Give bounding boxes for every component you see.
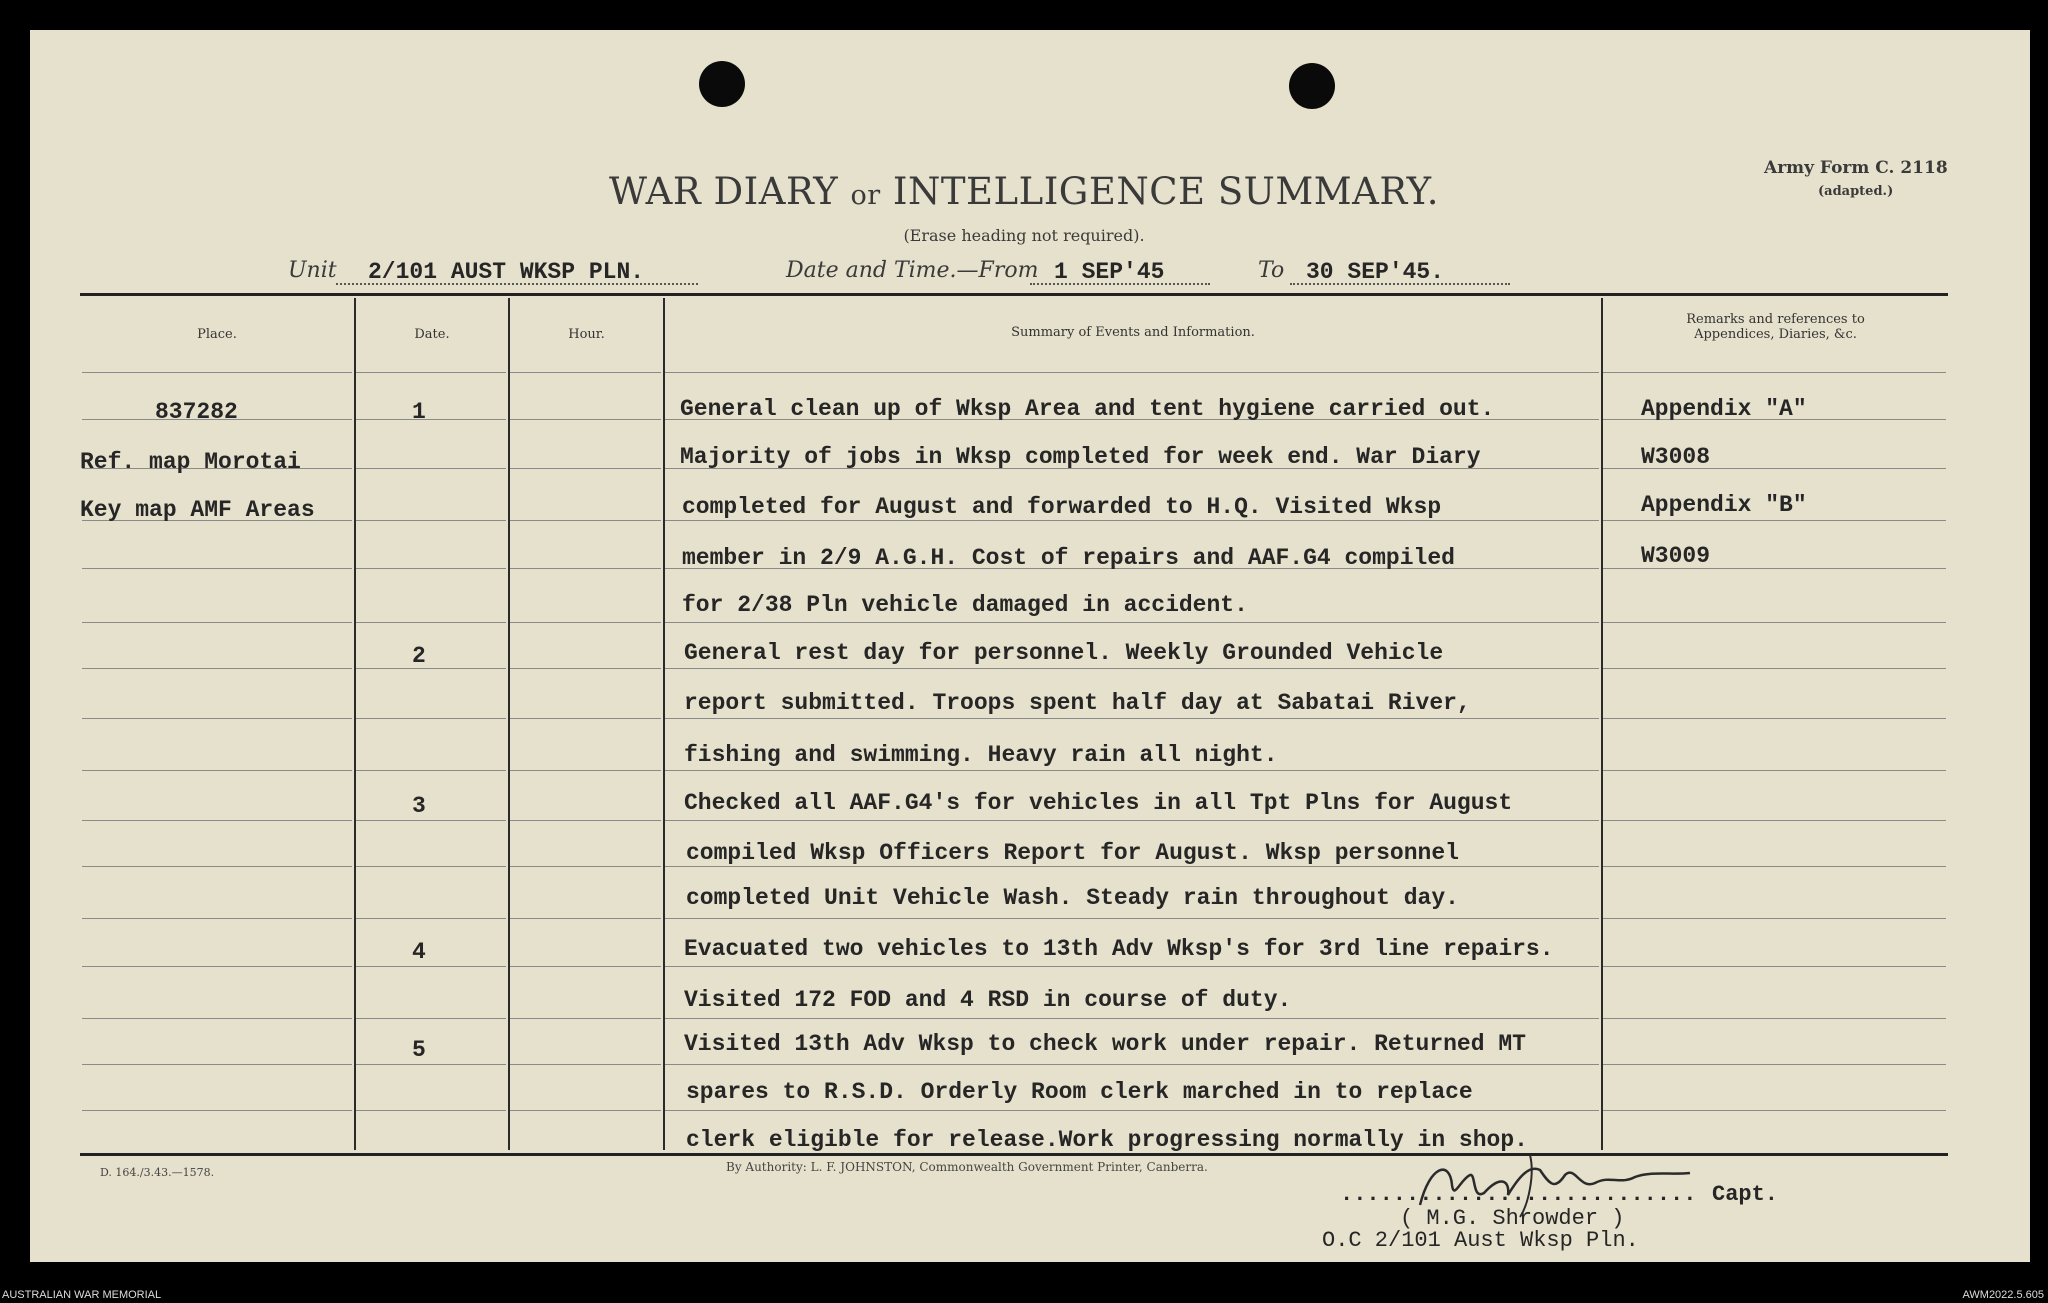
summary-line: Visited 172 FOD and 4 RSD in course of duty. — [684, 987, 1292, 1013]
ruled-line — [1603, 1110, 1946, 1111]
ruled-line — [356, 419, 506, 420]
remarks-entry: W3008 — [1641, 444, 1711, 470]
summary-line: fishing and swimming. Heavy rain all night. — [684, 742, 1278, 768]
ruled-line — [1603, 372, 1946, 373]
ruled-line — [356, 1018, 506, 1019]
title-war-diary: WAR DIARY — [608, 170, 839, 213]
signature-name: ( M.G. Shrowder ) — [1400, 1206, 1625, 1231]
ruled-line — [82, 770, 352, 771]
col-header-remarks-line2: Appendices, Diaries, &c. — [1694, 327, 1857, 342]
col-header-hour: Hour. — [568, 327, 605, 342]
date-from-label: Date and Time.—From — [786, 258, 1039, 283]
signature-rank: Capt. — [1712, 1182, 1779, 1207]
ruled-line — [1603, 718, 1946, 719]
summary-line: compiled Wksp Officers Report for August. Wksp personnel — [686, 840, 1459, 866]
column-divider — [508, 298, 510, 1150]
subtitle: (Erase heading not required). — [903, 226, 1145, 245]
date-entry: 3 — [412, 793, 426, 819]
date-entry: 4 — [412, 939, 426, 965]
form-number: Army Form C. 2118 — [1764, 158, 1948, 178]
summary-line: member in 2/9 A.G.H. Cost of repairs and AAF.G4 compiled — [682, 545, 1455, 571]
ruled-line — [510, 918, 661, 919]
ruled-line — [510, 866, 661, 867]
ruled-line — [82, 622, 352, 623]
ruled-line — [510, 820, 661, 821]
ruled-line — [665, 668, 1599, 669]
title-or: or — [850, 180, 881, 211]
signature-dots: ........................... — [1340, 1182, 1697, 1207]
col-header-remarks-line1: Remarks and references to — [1686, 312, 1865, 327]
ruled-line — [665, 866, 1599, 867]
ruled-line — [82, 668, 352, 669]
punch-hole-left — [699, 61, 745, 107]
ruled-line — [665, 1110, 1599, 1111]
summary-line: Majority of jobs in Wksp completed for week end. War Diary — [680, 444, 1481, 470]
ruled-line — [356, 866, 506, 867]
punch-hole-right — [1289, 63, 1335, 109]
date-entry: 1 — [412, 399, 426, 425]
ruled-line — [356, 468, 506, 469]
date-entry: 2 — [412, 643, 426, 669]
summary-line: clerk eligible for release.Work progressing normally in shop. — [686, 1127, 1528, 1153]
ruled-line — [665, 520, 1599, 521]
signature-unit: O.C 2/101 Aust Wksp Pln. — [1322, 1228, 1639, 1253]
column-divider — [663, 298, 665, 1150]
summary-line: report submitted. Troops spent half day at Sabatai River, — [684, 690, 1471, 716]
archive-reference: AWM2022.5.605 — [1962, 1289, 2044, 1301]
ruled-line — [665, 622, 1599, 623]
ruled-line — [510, 1018, 661, 1019]
ruled-line — [82, 820, 352, 821]
summary-line: for 2/38 Pln vehicle damaged in accident. — [682, 592, 1248, 618]
unit-value: 2/101 AUST WKSP PLN. — [368, 259, 645, 285]
ruled-line — [1603, 966, 1946, 967]
column-divider — [1601, 298, 1603, 1150]
ruled-line — [510, 966, 661, 967]
col-header-date: Date. — [414, 327, 450, 342]
form-note: (adapted.) — [1818, 184, 1894, 199]
ruled-line — [82, 568, 352, 569]
summary-line: completed for August and forwarded to H.Q. Visited Wksp — [682, 494, 1442, 520]
col-header-remarks — [1603, 312, 1948, 342]
title-intelligence-summary: INTELLIGENCE SUMMARY. — [892, 170, 1439, 213]
ruled-line — [356, 622, 506, 623]
ruled-line — [356, 918, 506, 919]
ruled-line — [510, 520, 661, 521]
ruled-line — [82, 718, 352, 719]
date-to-label: To — [1258, 258, 1285, 283]
ruled-line — [510, 668, 661, 669]
ruled-line — [356, 718, 506, 719]
ruled-line — [1603, 866, 1946, 867]
unit-label: Unit — [288, 258, 337, 283]
table-top-rule — [80, 293, 1948, 296]
ruled-line — [665, 1018, 1599, 1019]
ruled-line — [1603, 820, 1946, 821]
summary-line: Visited 13th Adv Wksp to check work under repair. Returned MT — [684, 1031, 1526, 1057]
date-entry: 5 — [412, 1037, 426, 1063]
ruled-line — [356, 966, 506, 967]
ruled-line — [82, 1064, 352, 1065]
ruled-line — [665, 718, 1599, 719]
ruled-line — [510, 372, 661, 373]
ruled-line — [665, 1064, 1599, 1065]
ruled-line — [1603, 1064, 1946, 1065]
ruled-line — [82, 1018, 352, 1019]
ruled-line — [356, 1064, 506, 1065]
column-divider — [354, 298, 356, 1150]
ruled-line — [356, 770, 506, 771]
ruled-line — [665, 820, 1599, 821]
ruled-line — [1603, 770, 1946, 771]
remarks-entry: Appendix "B" — [1641, 492, 1807, 518]
summary-line: Checked all AAF.G4's for vehicles in all Tpt Plns for August — [684, 790, 1513, 816]
page-title — [0, 170, 2048, 213]
ruled-line — [510, 770, 661, 771]
place-entry: Ref. map Morotai — [80, 449, 301, 475]
summary-line: General rest day for personnel. Weekly Grounded Vehicle — [684, 640, 1444, 666]
ruled-line — [510, 419, 661, 420]
ruled-line — [356, 1110, 506, 1111]
ruled-line — [665, 770, 1599, 771]
ruled-line — [1603, 622, 1946, 623]
ruled-line — [510, 568, 661, 569]
printer-authority: By Authority: L. F. JOHNSTON, Commonwealth Government Printer, Canberra. — [726, 1160, 1208, 1174]
ruled-line — [356, 668, 506, 669]
ruled-line — [510, 622, 661, 623]
ruled-line — [510, 468, 661, 469]
ruled-line — [356, 568, 506, 569]
print-code: D. 164./3.43.—1578. — [100, 1166, 215, 1179]
ruled-line — [1603, 1018, 1946, 1019]
ruled-line — [1603, 918, 1946, 919]
ruled-line — [1603, 520, 1946, 521]
summary-line: Evacuated two vehicles to 13th Adv Wksp's for 3rd line repairs. — [684, 936, 1554, 962]
ruled-line — [82, 918, 352, 919]
remarks-entry: W3009 — [1641, 543, 1711, 569]
place-entry: 837282 — [155, 399, 238, 425]
date-from-value: 1 SEP'45 — [1054, 259, 1165, 285]
summary-line: completed Unit Vehicle Wash. Steady rain throughout day. — [686, 885, 1459, 911]
remarks-entry: Appendix "A" — [1641, 396, 1807, 422]
col-header-summary: Summary of Events and Information. — [1011, 325, 1255, 340]
ruled-line — [665, 966, 1599, 967]
archive-credit: AUSTRALIAN WAR MEMORIAL — [2, 1289, 162, 1301]
ruled-line — [356, 372, 506, 373]
ruled-line — [82, 1110, 352, 1111]
ruled-line — [665, 372, 1599, 373]
date-to-value: 30 SEP'45. — [1306, 259, 1445, 285]
ruled-line — [510, 718, 661, 719]
ruled-line — [510, 1110, 661, 1111]
ruled-line — [1603, 668, 1946, 669]
summary-line: spares to R.S.D. Orderly Room clerk marched in to replace — [686, 1079, 1473, 1105]
ruled-line — [356, 520, 506, 521]
ruled-line — [82, 966, 352, 967]
col-header-place: Place. — [197, 327, 237, 342]
ruled-line — [665, 918, 1599, 919]
ruled-line — [82, 372, 352, 373]
summary-line: General clean up of Wksp Area and tent hygiene carried out. — [680, 396, 1495, 422]
ruled-line — [510, 1064, 661, 1065]
ruled-line — [82, 866, 352, 867]
place-entry: Key map AMF Areas — [80, 497, 315, 523]
ruled-line — [356, 820, 506, 821]
